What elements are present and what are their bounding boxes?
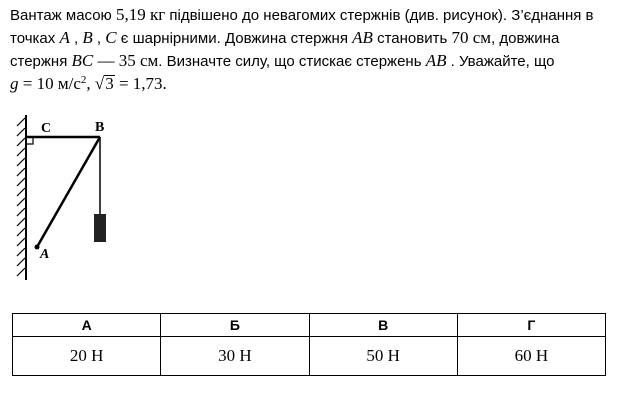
label-b: B	[95, 120, 105, 135]
length-bc-value: 35 см	[118, 51, 159, 70]
problem-text: ,	[92, 30, 106, 47]
point-a-symbol: A	[59, 28, 70, 47]
rod-ab	[37, 137, 100, 247]
problem-text: ,	[69, 30, 83, 47]
problem-line-3	[10, 50, 610, 73]
problem-text: є шарнірними. Довжина стержня	[116, 30, 353, 47]
answer-header-row	[13, 314, 606, 337]
problem-text: підвішено до невагомих стержнів (див. рисунок). З’єднання в	[165, 7, 594, 24]
answer-header: А	[13, 314, 161, 337]
sqrt-sign: √	[94, 74, 105, 93]
answer-value-row	[13, 337, 606, 376]
problem-line-2	[10, 27, 610, 50]
sqrt-argument: 3	[105, 74, 114, 93]
problem-text: Вантаж масою	[10, 7, 116, 24]
problem-text: ,	[86, 74, 95, 93]
point-b-symbol: B	[82, 28, 93, 47]
problem-text: . Уважайте, що	[446, 53, 555, 70]
answer-option[interactable]: 60 Н	[457, 337, 605, 376]
problem-text: точках	[10, 30, 60, 47]
answer-header: В	[309, 314, 457, 337]
wall-hatching	[17, 118, 25, 276]
label-c: C	[41, 121, 52, 136]
answer-option[interactable]: 50 Н	[309, 337, 457, 376]
rod-diagram	[15, 110, 120, 285]
label-a: A	[40, 247, 50, 262]
problem-line-1	[10, 4, 610, 27]
hinge-a	[35, 245, 40, 250]
length-ab-value: 70 см	[451, 28, 492, 47]
answer-table	[12, 313, 606, 376]
sqrt-value: = 1,73.	[114, 74, 167, 93]
problem-statement	[10, 4, 610, 96]
point-c-symbol: C	[105, 28, 117, 47]
mass-value: 5,19 кг	[115, 5, 166, 24]
g-exponent: 2	[80, 74, 87, 86]
problem-line-4	[10, 73, 610, 96]
answer-header: Б	[161, 314, 309, 337]
rod-ab-symbol: AB	[425, 51, 447, 70]
g-value: = 10 м/с	[18, 74, 81, 93]
problem-text: , довжина	[491, 30, 560, 47]
load-weight	[94, 214, 106, 242]
problem-text: стержня	[10, 53, 72, 70]
g-symbol: g	[10, 74, 19, 93]
rod-bc-symbol: BC	[71, 51, 94, 70]
problem-text: становить	[372, 30, 452, 47]
answer-option[interactable]: 30 Н	[161, 337, 309, 376]
problem-text: . Визначте силу, що стискає стержень	[158, 53, 426, 70]
dash-symbol: —	[93, 51, 119, 70]
rod-ab-symbol: AB	[352, 28, 373, 47]
answer-header: Г	[457, 314, 605, 337]
answer-option[interactable]: 20 Н	[13, 337, 161, 376]
